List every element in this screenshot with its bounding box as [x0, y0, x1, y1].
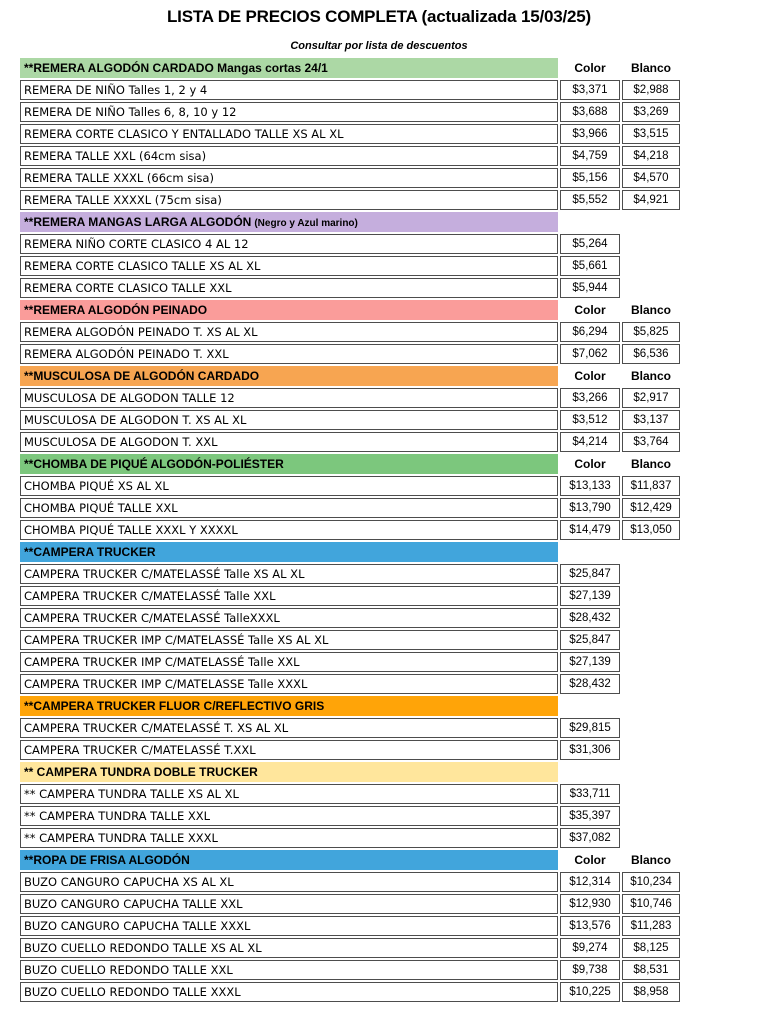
price-cell-color: $3,512: [560, 410, 620, 430]
price-list-section: [20, 300, 682, 364]
section-rows: [20, 234, 682, 298]
table-row: [20, 278, 682, 298]
row-description: REMERA CORTE CLASICO TALLE XS AL XL: [20, 256, 558, 276]
row-description: CAMPERA TRUCKER C/MATELASSÉ T. XS AL XL: [20, 718, 558, 738]
row-description: CAMPERA TRUCKER C/MATELASSÉ Talle XXL: [20, 586, 558, 606]
table-row: [20, 322, 682, 342]
row-description: MUSCULOSA DE ALGODON T. XS AL XL: [20, 410, 558, 430]
price-cell-color: $3,266: [560, 388, 620, 408]
price-cell-blanco: $8,125: [622, 938, 680, 958]
table-row: [20, 168, 682, 188]
price-cell-color: $3,966: [560, 124, 620, 144]
table-row: [20, 982, 682, 1002]
price-list-section: [20, 58, 682, 210]
section-header-band: [20, 454, 558, 474]
section-header-label: **CHOMBA DE PIQUÉ ALGODÓN-POLIÉSTER: [24, 457, 284, 471]
column-header-color: Color: [574, 303, 606, 317]
table-row: [20, 476, 682, 496]
table-row: [20, 916, 682, 936]
row-description: BUZO CANGURO CAPUCHA TALLE XXL: [20, 894, 558, 914]
price-cell-color: $27,139: [560, 652, 620, 672]
price-cell-blanco: $12,429: [622, 498, 680, 518]
column-header-color: Color: [574, 457, 606, 471]
price-cell-color: $27,139: [560, 586, 620, 606]
table-row: [20, 630, 682, 650]
section-rows: [20, 388, 682, 452]
section-header: [20, 850, 682, 870]
price-list-section: [20, 542, 682, 694]
price-cell-blanco: $2,917: [622, 388, 680, 408]
price-cell-color: $28,432: [560, 674, 620, 694]
column-header-blanco: Blanco: [630, 853, 671, 867]
table-row: [20, 960, 682, 980]
column-header-color: Color: [574, 61, 606, 75]
price-cell-blanco: $13,050: [622, 520, 680, 540]
row-description: REMERA TALLE XXL (64cm sisa): [20, 146, 558, 166]
price-cell-blanco: $3,137: [622, 410, 680, 430]
row-description: BUZO CUELLO REDONDO TALLE XXL: [20, 960, 558, 980]
price-list-section: [20, 454, 682, 540]
row-description: REMERA CORTE CLASICO TALLE XXL: [20, 278, 558, 298]
price-cell-color: $4,214: [560, 432, 620, 452]
table-row: [20, 718, 682, 738]
price-cell-blanco: $10,746: [622, 894, 680, 914]
row-description: CAMPERA TRUCKER C/MATELASSÉ Talle XS AL XL: [20, 564, 558, 584]
table-row: [20, 740, 682, 760]
section-rows: [20, 322, 682, 364]
row-description: REMERA ALGODÓN PEINADO T. XXL: [20, 344, 558, 364]
row-description: REMERA DE NIÑO Talles 6, 8, 10 y 12: [20, 102, 558, 122]
price-cell-color: $31,306: [560, 740, 620, 760]
price-cell-color: $37,082: [560, 828, 620, 848]
price-cell-color: $10,225: [560, 982, 620, 1002]
price-list-section: [20, 212, 682, 298]
price-cell-blanco: $5,825: [622, 322, 680, 342]
section-header-band: [20, 58, 558, 78]
price-cell-blanco: $3,515: [622, 124, 680, 144]
table-row: [20, 344, 682, 364]
section-header: [20, 58, 682, 78]
row-description: REMERA TALLE XXXXL (75cm sisa): [20, 190, 558, 210]
table-row: [20, 410, 682, 430]
price-cell-color: $25,847: [560, 564, 620, 584]
section-header-label: **REMERA ALGODÓN PEINADO: [24, 303, 208, 317]
section-header-band: [20, 300, 558, 320]
row-description: MUSCULOSA DE ALGODON T. XXL: [20, 432, 558, 452]
section-header: [20, 212, 682, 232]
price-cell-blanco: $3,269: [622, 102, 680, 122]
row-description: CAMPERA TRUCKER C/MATELASSÉ TalleXXXL: [20, 608, 558, 628]
price-cell-color: $13,133: [560, 476, 620, 496]
price-cell-color: $12,930: [560, 894, 620, 914]
price-cell-blanco: $6,536: [622, 344, 680, 364]
table-row: [20, 586, 682, 606]
price-cell-blanco: $11,283: [622, 916, 680, 936]
table-row: [20, 608, 682, 628]
price-list-section: [20, 762, 682, 848]
section-header-band: [20, 212, 558, 232]
table-row: [20, 520, 682, 540]
row-description: ** CAMPERA TUNDRA TALLE XS AL XL: [20, 784, 558, 804]
row-description: REMERA TALLE XXXL (66cm sisa): [20, 168, 558, 188]
row-description: BUZO CUELLO REDONDO TALLE XS AL XL: [20, 938, 558, 958]
column-header-blanco: Blanco: [630, 457, 671, 471]
price-table: [20, 58, 682, 1002]
price-column-headers: [560, 850, 680, 870]
price-cell-color: $5,156: [560, 168, 620, 188]
table-row: [20, 388, 682, 408]
price-cell-color: $4,759: [560, 146, 620, 166]
price-cell-blanco: $3,764: [622, 432, 680, 452]
price-list-section: [20, 850, 682, 1002]
price-cell-color: $5,661: [560, 256, 620, 276]
section-rows: [20, 784, 682, 848]
row-description: CAMPERA TRUCKER IMP C/MATELASSE Talle XXXL: [20, 674, 558, 694]
table-row: [20, 938, 682, 958]
table-row: [20, 564, 682, 584]
price-cell-color: $5,944: [560, 278, 620, 298]
row-description: CHOMBA PIQUÉ TALLE XXL: [20, 498, 558, 518]
price-cell-color: $29,815: [560, 718, 620, 738]
section-header-label: **REMERA MANGAS LARGA ALGODÓN: [24, 215, 252, 229]
table-row: [20, 124, 682, 144]
price-cell-color: $7,062: [560, 344, 620, 364]
row-description: REMERA DE NIÑO Talles 1, 2 y 4: [20, 80, 558, 100]
price-cell-color: $13,576: [560, 916, 620, 936]
row-description: REMERA CORTE CLASICO Y ENTALLADO TALLE XS AL XL: [20, 124, 558, 144]
column-header-color: Color: [574, 369, 606, 383]
section-header-note: (Negro y Azul marino): [254, 218, 358, 229]
row-description: REMERA ALGODÓN PEINADO T. XS AL XL: [20, 322, 558, 342]
price-cell-blanco: $4,218: [622, 146, 680, 166]
price-cell-blanco: $10,234: [622, 872, 680, 892]
price-column-headers: [560, 300, 680, 320]
price-cell-color: $5,264: [560, 234, 620, 254]
column-header-blanco: Blanco: [630, 303, 671, 317]
table-row: [20, 256, 682, 276]
section-rows: [20, 718, 682, 760]
price-cell-color: $12,314: [560, 872, 620, 892]
price-cell-color: $13,790: [560, 498, 620, 518]
row-description: CHOMBA PIQUÉ XS AL XL: [20, 476, 558, 496]
section-header-band: [20, 366, 558, 386]
section-rows: [20, 80, 682, 210]
table-row: [20, 784, 682, 804]
table-row: [20, 674, 682, 694]
column-header-blanco: Blanco: [630, 369, 671, 383]
section-header: [20, 762, 682, 782]
table-row: [20, 498, 682, 518]
section-header: [20, 300, 682, 320]
section-header: [20, 454, 682, 474]
section-rows: [20, 476, 682, 540]
price-cell-blanco: $4,921: [622, 190, 680, 210]
price-column-headers: [560, 366, 680, 386]
column-header-blanco: Blanco: [630, 61, 671, 75]
section-header-label: ** CAMPERA TUNDRA DOBLE TRUCKER: [24, 765, 258, 779]
section-rows: [20, 564, 682, 694]
section-header-label: **CAMPERA TRUCKER FLUOR C/REFLECTIVO GRIS: [24, 699, 325, 713]
section-rows: [20, 872, 682, 1002]
price-cell-blanco: $8,958: [622, 982, 680, 1002]
table-row: [20, 894, 682, 914]
row-description: BUZO CUELLO REDONDO TALLE XXXL: [20, 982, 558, 1002]
row-description: CAMPERA TRUCKER IMP C/MATELASSÉ Talle XXL: [20, 652, 558, 672]
price-list-section: [20, 366, 682, 452]
table-row: [20, 432, 682, 452]
price-cell-blanco: $11,837: [622, 476, 680, 496]
section-header-band: [20, 542, 558, 562]
row-description: REMERA NIÑO CORTE CLASICO 4 AL 12: [20, 234, 558, 254]
table-row: [20, 652, 682, 672]
section-header-label: **REMERA ALGODÓN CARDADO Mangas cortas 24/1: [24, 61, 328, 75]
table-row: [20, 146, 682, 166]
page-subtitle: Consultar por lista de descuentos: [290, 40, 468, 52]
row-description: ** CAMPERA TUNDRA TALLE XXXL: [20, 828, 558, 848]
price-cell-color: $5,552: [560, 190, 620, 210]
table-row: [20, 80, 682, 100]
section-header-label: **CAMPERA TRUCKER: [24, 545, 156, 559]
section-header: [20, 542, 682, 562]
price-cell-color: $14,479: [560, 520, 620, 540]
row-description: BUZO CANGURO CAPUCHA XS AL XL: [20, 872, 558, 892]
section-header: [20, 366, 682, 386]
column-header-color: Color: [574, 853, 606, 867]
section-header-band: [20, 696, 558, 716]
row-description: CAMPERA TRUCKER IMP C/MATELASSÉ Talle XS AL XL: [20, 630, 558, 650]
price-column-headers: [560, 58, 680, 78]
row-description: MUSCULOSA DE ALGODON TALLE 12: [20, 388, 558, 408]
page-title: LISTA DE PRECIOS COMPLETA (actualizada 15/03/25): [167, 7, 591, 26]
section-header-label: **MUSCULOSA DE ALGODÓN CARDADO: [24, 369, 260, 383]
price-cell-color: $3,371: [560, 80, 620, 100]
section-header-band: [20, 762, 558, 782]
price-cell-color: $25,847: [560, 630, 620, 650]
price-cell-blanco: $2,988: [622, 80, 680, 100]
table-row: [20, 872, 682, 892]
price-column-headers: [560, 454, 680, 474]
section-header-label: **ROPA DE FRISA ALGODÓN: [24, 853, 190, 867]
section-header-band: [20, 850, 558, 870]
table-row: [20, 828, 682, 848]
price-list-section: [20, 696, 682, 760]
price-cell-color: $9,274: [560, 938, 620, 958]
section-header: [20, 696, 682, 716]
price-cell-color: $33,711: [560, 784, 620, 804]
table-row: [20, 190, 682, 210]
price-cell-blanco: $8,531: [622, 960, 680, 980]
row-description: CAMPERA TRUCKER C/MATELASSÉ T.XXL: [20, 740, 558, 760]
row-description: BUZO CANGURO CAPUCHA TALLE XXXL: [20, 916, 558, 936]
price-cell-color: $35,397: [560, 806, 620, 826]
price-cell-color: $28,432: [560, 608, 620, 628]
price-cell-color: $3,688: [560, 102, 620, 122]
price-cell-blanco: $4,570: [622, 168, 680, 188]
table-row: [20, 806, 682, 826]
table-row: [20, 102, 682, 122]
table-row: [20, 234, 682, 254]
row-description: CHOMBA PIQUÉ TALLE XXXL Y XXXXL: [20, 520, 558, 540]
price-cell-color: $6,294: [560, 322, 620, 342]
price-cell-color: $9,738: [560, 960, 620, 980]
row-description: ** CAMPERA TUNDRA TALLE XXL: [20, 806, 558, 826]
